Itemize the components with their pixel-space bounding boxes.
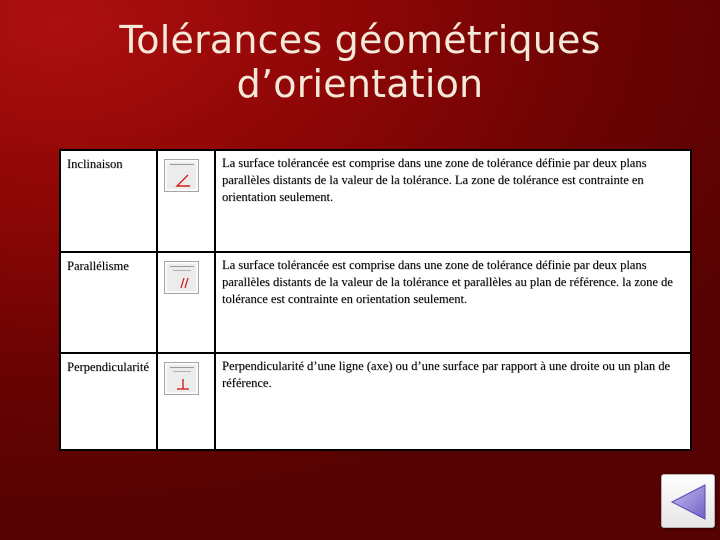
tolerance-description: La surface tolérancée est comprise dans une zone de tolérance définie par deux plans parallèles distants de la valeur de la tolérance et parallèles au plan de référence. la zone de tolérance est contrainte en orientation seulement.: [216, 253, 690, 352]
symbol-cell: [158, 151, 214, 251]
symbol-cell: [158, 354, 214, 449]
back-navigation-button[interactable]: [661, 474, 715, 528]
slide-title: [0, 18, 720, 106]
angularity-icon: [164, 159, 199, 192]
table-row: [61, 354, 690, 449]
slide-title-line-2: d’orientation: [236, 62, 484, 106]
slide-title-line-1: Tolérances géométriques: [119, 18, 601, 62]
tolerance-name: Inclinaison: [61, 151, 156, 251]
perpendicularity-icon: [164, 362, 199, 395]
tolerance-name: Parallélisme: [61, 253, 156, 352]
back-arrow-icon: [669, 482, 709, 522]
tolerance-name: Perpendicularité: [61, 354, 156, 449]
tolerance-table: [59, 149, 692, 451]
symbol-cell: [158, 253, 214, 352]
tolerance-description: Perpendicularité d’une ligne (axe) ou d’une surface par rapport à une droite ou un plan de référence.: [216, 354, 690, 449]
tolerance-description: La surface tolérancée est comprise dans une zone de tolérance définie par deux plans parallèles distants de la valeur de la tolérance. La zone de tolérance est contrainte en orientation seulement.: [216, 151, 690, 251]
parallelism-icon: [164, 261, 199, 294]
table-row: [61, 253, 690, 352]
table-row: [61, 151, 690, 251]
